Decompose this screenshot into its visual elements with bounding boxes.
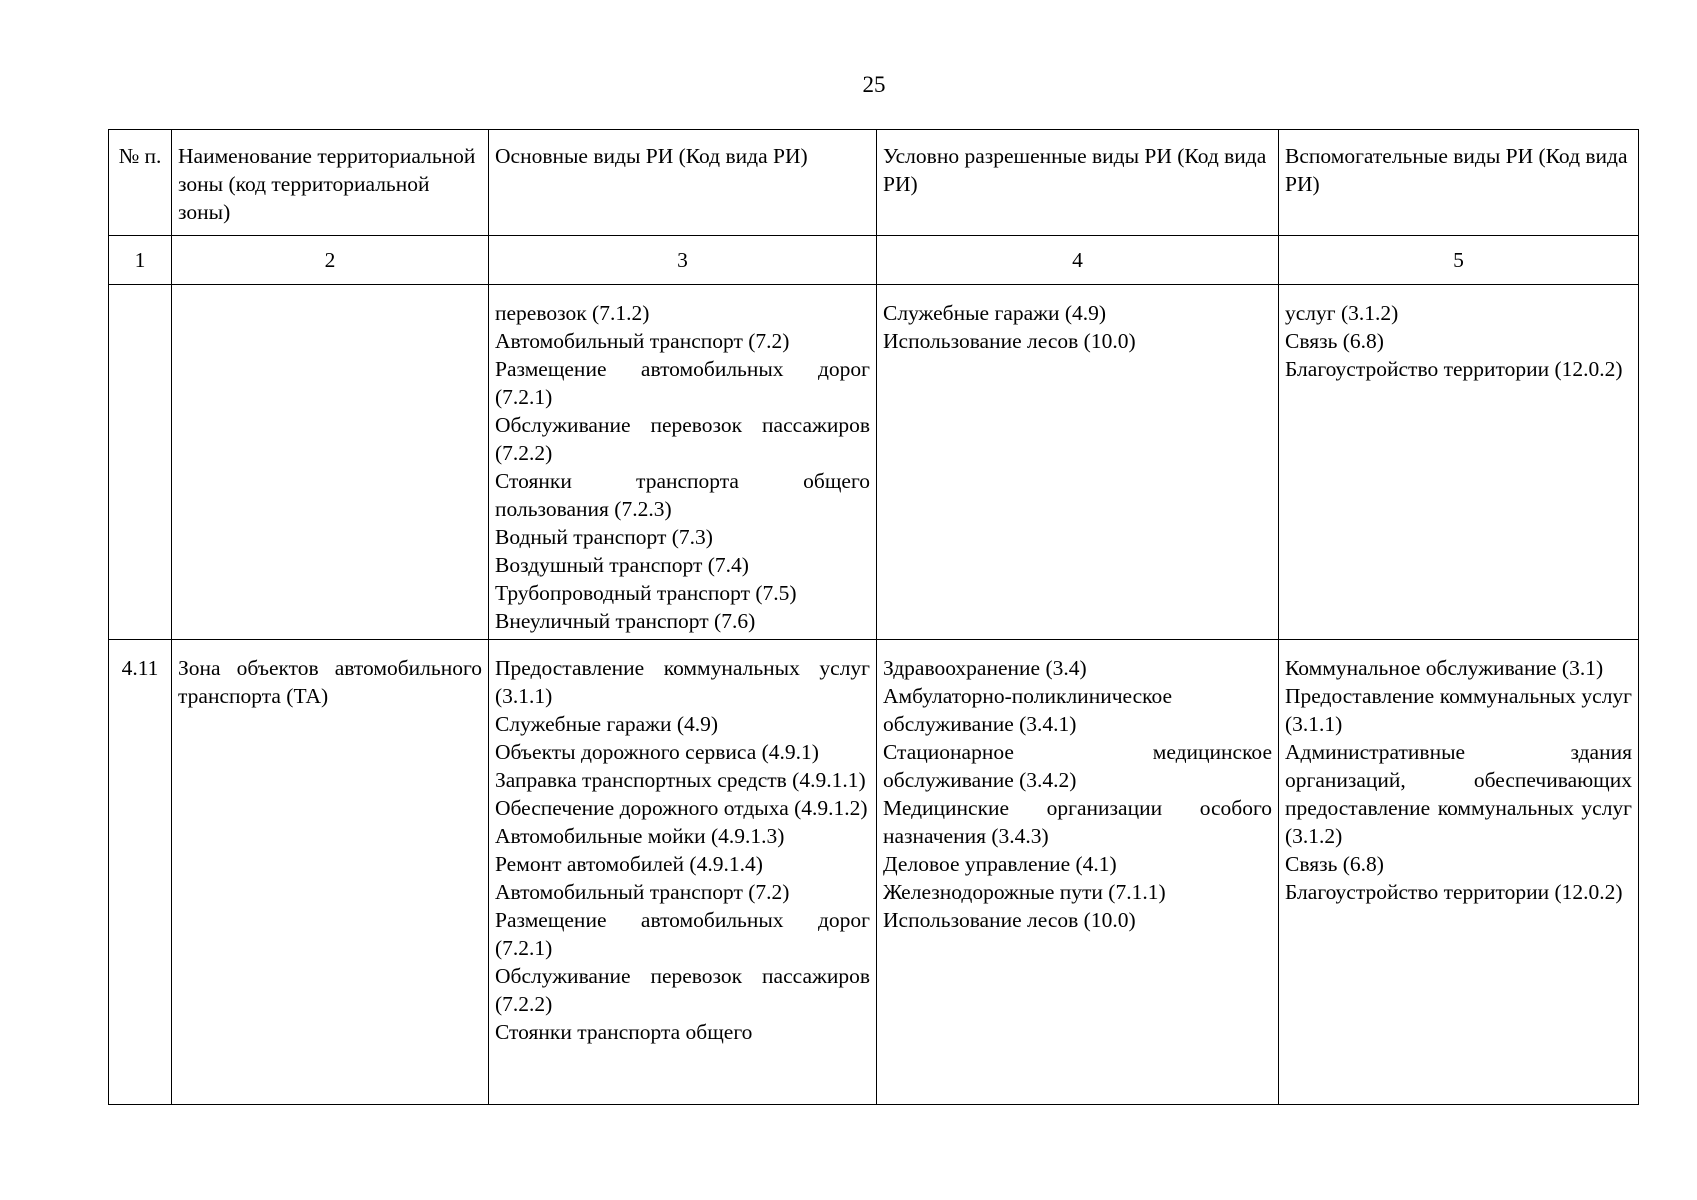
use-type-item: Медицинские организации особого назначения (3.4.3) — [883, 796, 1272, 848]
use-type-item: Связь (6.8) — [1285, 329, 1384, 353]
use-type-item: Использование лесов (10.0) — [883, 908, 1136, 932]
use-type-item: Автомобильные мойки (4.9.1.3) — [495, 824, 785, 848]
column-number-cell: 3 — [489, 236, 877, 285]
conditional-uses-cell — [877, 285, 1279, 640]
use-type-item: Служебные гаражи (4.9) — [495, 712, 719, 736]
use-type-item: Стоянки транспорта общего — [495, 1020, 753, 1044]
use-type-item: Автомобильный транспорт (7.2) — [495, 329, 790, 353]
auxiliary-uses-cell — [1279, 285, 1639, 640]
use-type-item: Предоставление коммунальных услуг (3.1.1) — [495, 656, 870, 708]
header-cell-auxiliary-uses: Вспомогательные виды РИ (Код вида РИ) — [1279, 130, 1639, 236]
use-type-item: Обслуживание перевозок пассажиров (7.2.2) — [495, 413, 870, 465]
zone-name-cell — [172, 640, 489, 1105]
zone-name: Зона объектов автомобильного транспорта (ТА) — [178, 656, 482, 708]
table-row-zone-4-11 — [109, 640, 1639, 1105]
use-type-item: Обеспечение дорожного отдыха (4.9.1.2) — [495, 796, 868, 820]
auxiliary-uses-cell — [1279, 640, 1639, 1105]
use-type-item: Водный транспорт (7.3) — [495, 525, 713, 549]
use-type-item: Благоустройство территории (12.0.2) — [1285, 357, 1623, 381]
use-type-item: Служебные гаражи (4.9) — [883, 301, 1107, 325]
table-header-row — [109, 130, 1639, 236]
table-row-continuation — [109, 285, 1639, 640]
use-type-item: Трубопроводный транспорт (7.5) — [495, 581, 797, 605]
use-type-item: Автомобильный транспорт (7.2) — [495, 880, 790, 904]
column-number-cell: 5 — [1279, 236, 1639, 285]
main-uses-cell — [489, 640, 877, 1105]
header-cell-zone-name: Наименование территориальной зоны (код территориальной зоны) — [172, 130, 489, 236]
use-type-item: Административные здания организаций, обеспечивающих предоставление коммунальных услуг (3.1.2) — [1285, 740, 1632, 848]
column-number-cell: 2 — [172, 236, 489, 285]
main-uses-cell — [489, 285, 877, 640]
land-use-table — [108, 129, 1639, 1105]
use-type-item: Воздушный транспорт (7.4) — [495, 553, 749, 577]
use-type-item: Стационарное медицинское обслуживание (3.4.2) — [883, 740, 1272, 792]
use-type-item: Предоставление коммунальных услуг (3.1.1) — [1285, 684, 1632, 736]
zone-name-cell — [172, 285, 489, 640]
column-number-cell: 4 — [877, 236, 1279, 285]
use-type-item: Размещение автомобильных дорог (7.2.1) — [495, 908, 870, 960]
use-type-item: услуг (3.1.2) — [1285, 301, 1399, 325]
use-type-item: Коммунальное обслуживание (3.1) — [1285, 656, 1604, 680]
use-type-item: перевозок (7.1.2) — [495, 301, 650, 325]
use-type-item: Внеуличный транспорт (7.6) — [495, 609, 756, 633]
use-type-item: Железнодорожные пути (7.1.1) — [883, 880, 1166, 904]
row-number-cell: 4.11 — [109, 640, 172, 1105]
use-type-item: Использование лесов (10.0) — [883, 329, 1136, 353]
use-type-item: Размещение автомобильных дорог (7.2.1) — [495, 357, 870, 409]
header-cell-main-uses: Основные виды РИ (Код вида РИ) — [489, 130, 877, 236]
header-cell-conditional-uses: Условно разрешенные виды РИ (Код вида РИ) — [877, 130, 1279, 236]
use-type-item: Деловое управление (4.1) — [883, 852, 1117, 876]
use-type-item: Связь (6.8) — [1285, 852, 1384, 876]
use-type-item: Объекты дорожного сервиса (4.9.1) — [495, 740, 819, 764]
use-type-item: Ремонт автомобилей (4.9.1.4) — [495, 852, 763, 876]
page-number: 25 — [862, 72, 886, 97]
column-number-row — [109, 236, 1639, 285]
column-number-cell: 1 — [109, 236, 172, 285]
row-number-cell — [109, 285, 172, 640]
use-type-item: Заправка транспортных средств (4.9.1.1) — [495, 768, 866, 792]
use-type-item: Стоянки транспорта общего пользования (7.2.3) — [495, 469, 870, 521]
use-type-item: Обслуживание перевозок пассажиров (7.2.2) — [495, 964, 870, 1016]
conditional-uses-cell — [877, 640, 1279, 1105]
use-type-item: Благоустройство территории (12.0.2) — [1285, 880, 1623, 904]
header-cell-number: № п. — [109, 130, 172, 236]
use-type-item: Амбулаторно-поликлиническое обслуживание (3.4.1) — [883, 684, 1173, 736]
use-type-item: Здравоохранение (3.4) — [883, 656, 1087, 680]
